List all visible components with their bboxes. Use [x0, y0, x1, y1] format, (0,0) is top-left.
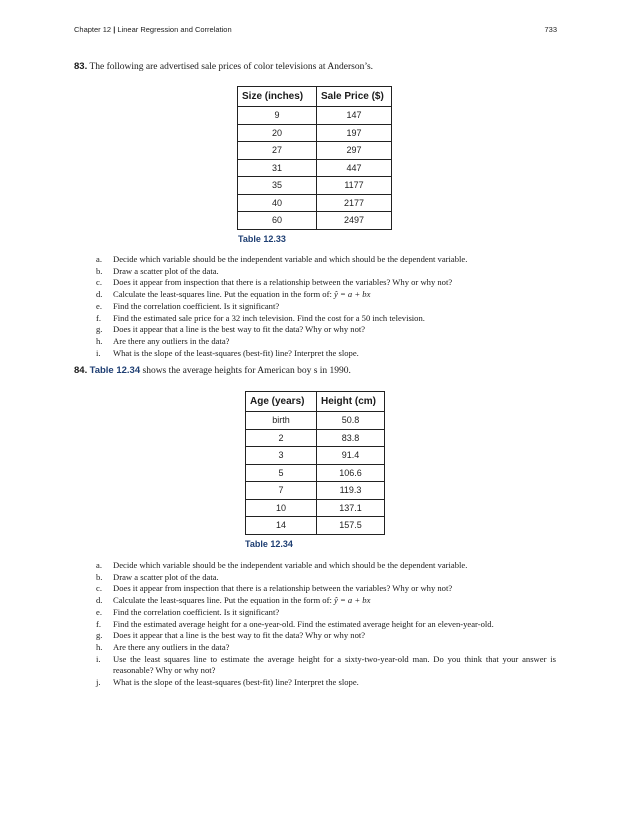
item-letter: h.: [96, 641, 103, 652]
table-cell: 147: [317, 107, 392, 125]
table-cell: 7: [246, 482, 317, 500]
item-letter: i.: [96, 653, 101, 664]
problem-number: 84.: [74, 365, 88, 376]
table-cell: 5: [246, 464, 317, 482]
table-cell: 197: [317, 124, 392, 142]
table-row: [246, 429, 385, 447]
item-letter: g.: [96, 324, 103, 335]
list-item: [96, 277, 556, 289]
column-header: Sale Price ($): [317, 87, 392, 107]
item-text: Does it appear that a line is the best way to fit the data? Why or why not?: [113, 630, 366, 641]
list-item: [96, 324, 556, 336]
item-text: Calculate the least-squares line. Put the equation in the form of:: [113, 289, 334, 300]
table-row: [238, 194, 392, 212]
page-number: 733: [544, 25, 557, 34]
list-item: [96, 619, 556, 631]
table-row: [238, 142, 392, 160]
problem-text: The following are advertised sale prices of color televisions at Anderson’s.: [89, 62, 374, 72]
list-item: [96, 348, 556, 360]
item-letter: g.: [96, 630, 103, 641]
table-cell: 2: [246, 429, 317, 447]
item-text: What is the slope of the least-squares (best-fit) line? Interpret the slope.: [113, 347, 359, 358]
item-text: Find the correlation coefficient. Is it significant?: [113, 606, 280, 617]
column-header: Height (cm): [317, 392, 385, 412]
header-separator: |: [113, 25, 116, 34]
table-cell: 35: [238, 177, 317, 195]
table-cell: 2497: [317, 212, 392, 230]
list-item: [96, 313, 556, 325]
table-row: [246, 447, 385, 465]
table-row: [238, 159, 392, 177]
table-cell: 83.8: [317, 429, 385, 447]
table-row: [246, 412, 385, 430]
table-cell: 137.1: [317, 499, 385, 517]
problem-text: shows the average heights for American boy s in 1990.: [140, 366, 351, 376]
table-cell: 9: [238, 107, 317, 125]
table-row: [246, 517, 385, 535]
table-row: [246, 464, 385, 482]
item-text: Does it appear from inspection that there is a relationship between the variables? Why or why not?: [113, 277, 453, 288]
list-item: [96, 572, 556, 584]
table-header-row: [246, 392, 385, 412]
item-text: Calculate the least-squares line. Put the equation in the form of:: [113, 595, 334, 606]
column-header: Size (inches): [238, 87, 317, 107]
problem-84-prompt: [74, 365, 351, 377]
tv-price-table: [237, 86, 392, 230]
chapter-title: Linear Regression and Correlation: [117, 25, 232, 34]
table-row: [238, 212, 392, 230]
item-letter: e.: [96, 300, 102, 311]
item-text: Find the estimated average height for a one-year-old. Find the estimated average height for an eleven-year-old.: [113, 618, 494, 629]
item-letter: d.: [96, 595, 103, 606]
table-cell: 297: [317, 142, 392, 160]
item-letter: f.: [96, 312, 102, 323]
item-letter: c.: [96, 277, 102, 288]
item-letter: c.: [96, 583, 102, 594]
problem-83-prompt: [74, 61, 373, 73]
table-cell: 27: [238, 142, 317, 160]
item-text: Find the correlation coefficient. Is it significant?: [113, 300, 280, 311]
table-caption: Table 12.34: [245, 539, 293, 549]
table-cell: 14: [246, 517, 317, 535]
table-cell: 50.8: [317, 412, 385, 430]
table-cell: 91.4: [317, 447, 385, 465]
item-letter: j.: [96, 677, 101, 688]
item-letter: a.: [96, 560, 102, 570]
item-letter: h.: [96, 335, 103, 346]
list-item: [96, 336, 556, 348]
item-letter: f.: [96, 618, 102, 629]
table-row: [246, 482, 385, 500]
list-item: [96, 289, 556, 301]
problem-84-questions: [96, 560, 556, 689]
table-row: [238, 177, 392, 195]
item-text: Use the least squares line to estimate the average height for a sixty-two-year-old man. Do you think that your answer is reasonable? Why or why not?: [113, 653, 556, 676]
item-text: Are there any outliers in the data?: [113, 335, 230, 346]
table-cell: 60: [238, 212, 317, 230]
item-text: Draw a scatter plot of the data.: [113, 265, 219, 276]
list-item: [96, 654, 556, 677]
list-item: [96, 642, 556, 654]
table-header-row: [238, 87, 392, 107]
table-row: [238, 107, 392, 125]
table-cell: 106.6: [317, 464, 385, 482]
item-letter: b.: [96, 265, 103, 276]
running-head: [74, 25, 232, 34]
item-text: Decide which variable should be the independent variable and which should be the dependent variable.: [113, 560, 468, 570]
item-text: Does it appear that a line is the best way to fit the data? Why or why not?: [113, 324, 366, 335]
table-cell: 40: [238, 194, 317, 212]
table-cell: 119.3: [317, 482, 385, 500]
list-item: [96, 583, 556, 595]
equation: ŷ = a + bx: [334, 595, 371, 606]
table-cell: 10: [246, 499, 317, 517]
list-item: [96, 254, 556, 266]
item-text: Draw a scatter plot of the data.: [113, 571, 219, 582]
table-caption: Table 12.33: [238, 234, 286, 244]
column-header: Age (years): [246, 392, 317, 412]
problem-83-questions: [96, 254, 556, 359]
list-item: [96, 560, 556, 572]
table-cell: 3: [246, 447, 317, 465]
item-letter: b.: [96, 571, 103, 582]
table-cell: 447: [317, 159, 392, 177]
item-text: Does it appear from inspection that there is a relationship between the variables? Why or why not?: [113, 583, 453, 594]
item-text: Find the estimated sale price for a 32 inch television. Find the cost for a 50 inch television.: [113, 312, 425, 323]
table-cell: birth: [246, 412, 317, 430]
item-letter: i.: [96, 347, 101, 358]
item-letter: d.: [96, 289, 103, 300]
table-cell: 1177: [317, 177, 392, 195]
problem-number: 83.: [74, 61, 88, 72]
page-header: [74, 25, 557, 37]
table-row: [238, 124, 392, 142]
item-letter: e.: [96, 606, 102, 617]
table-row: [246, 499, 385, 517]
table-cell: 157.5: [317, 517, 385, 535]
item-text: Are there any outliers in the data?: [113, 641, 230, 652]
item-letter: a.: [96, 254, 102, 264]
table-cell: 31: [238, 159, 317, 177]
table-cell: 20: [238, 124, 317, 142]
item-text: Decide which variable should be the independent variable and which should be the dependent variable.: [113, 254, 468, 264]
item-text: What is the slope of the least-squares (best-fit) line? Interpret the slope.: [113, 677, 359, 688]
list-item: [96, 607, 556, 619]
table-cell: 2177: [317, 194, 392, 212]
list-item: [96, 595, 556, 607]
list-item: [96, 630, 556, 642]
table-reference-link[interactable]: Table 12.34: [89, 365, 141, 376]
equation: ŷ = a + bx: [334, 289, 371, 300]
list-item: [96, 677, 556, 689]
chapter-label: Chapter 12: [74, 25, 112, 34]
boy-heights-table: [245, 391, 385, 535]
list-item: [96, 301, 556, 313]
list-item: [96, 266, 556, 278]
